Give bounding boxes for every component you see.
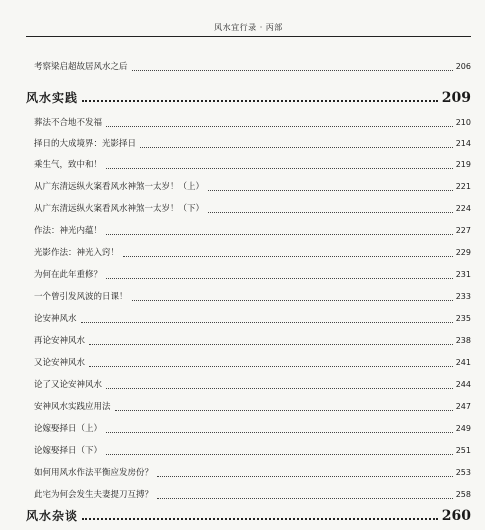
dot-leader (132, 69, 453, 71)
section-heading (26, 506, 471, 524)
toc-entry-title: 葬法不合地不发福 (34, 118, 103, 128)
toc-entry (34, 356, 471, 370)
dot-leader (106, 167, 453, 169)
toc-entry-title: 论安神风水 (34, 314, 77, 324)
toc-entry-page: 251 (455, 446, 471, 455)
toc-entry-page: 214 (455, 139, 471, 148)
toc-entry (34, 444, 471, 458)
dot-leader (106, 431, 453, 433)
toc-entry-page: 233 (455, 292, 471, 301)
toc-entry-title: 择日的大成境界：光影择日 (34, 139, 137, 149)
toc-entry-page: 227 (455, 226, 471, 235)
dot-leader (89, 365, 453, 367)
toc-entry (34, 116, 471, 130)
toc-entry (34, 466, 471, 480)
toc-entry (34, 60, 471, 74)
dot-leader (157, 475, 453, 477)
toc-entry-title: 从广东清远纵火案看风水神煞一太岁！（下） (34, 204, 205, 214)
dot-leader (81, 321, 453, 323)
toc-entry (34, 378, 471, 392)
toc-entry (34, 224, 471, 238)
toc-entry-page: 244 (455, 380, 471, 389)
dot-leader (140, 146, 453, 148)
dot-leader (123, 255, 453, 257)
toc-entry (34, 488, 471, 502)
toc-entry-title: 为何在此年重修？ (34, 270, 103, 280)
toc-entry (34, 158, 471, 172)
toc-entry-page: 219 (455, 160, 471, 169)
toc-entry-title: 如何用风水作法平衡应发房份？ (34, 468, 154, 478)
toc-entry-title: 又论安神风水 (34, 358, 86, 368)
dot-leader (82, 517, 438, 520)
toc-entry-title: 一个曾引发风波的日课！ (34, 292, 128, 302)
dot-leader (132, 299, 453, 301)
header-rule (26, 36, 471, 37)
dot-leader (89, 343, 453, 345)
toc-entry-page: 206 (455, 62, 471, 71)
dot-leader (157, 497, 453, 499)
toc-entry-title: 作法：神光内蕴！ (34, 226, 103, 236)
toc-entry-page: 247 (455, 402, 471, 411)
toc-entry (34, 312, 471, 326)
toc-entry-title: 论嫁娶择日（下） (34, 446, 103, 456)
toc-entry-page: 241 (455, 358, 471, 367)
running-header: 风水宜行录 · 丙部 (214, 23, 283, 32)
section-title: 风水实践 (26, 91, 79, 105)
section-page: 260 (441, 508, 471, 524)
dot-leader (106, 277, 453, 279)
section-page: 209 (441, 90, 471, 106)
dot-leader (106, 125, 453, 127)
dot-leader (106, 387, 453, 389)
toc-entry-title: 再论安神风水 (34, 336, 86, 346)
section-heading (26, 88, 471, 106)
toc-entry-title: 从广东清远纵火案看风水神煞一太岁！（上） (34, 182, 205, 192)
dot-leader (208, 211, 453, 213)
toc-entry (34, 202, 471, 216)
toc-entry-title: 光影作法：神光入窍！ (34, 248, 120, 258)
toc-entry-page: 258 (455, 490, 471, 499)
toc-entry-title: 安神风水实践应用法 (34, 402, 111, 412)
toc-entry-title: 乘生气，致中和！ (34, 160, 103, 170)
dot-leader (115, 409, 453, 411)
dot-leader (208, 189, 453, 191)
toc-entry (34, 268, 471, 282)
dot-leader (106, 453, 453, 455)
toc-entry (34, 246, 471, 260)
toc-entry-page: 224 (455, 204, 471, 213)
toc-entry-title: 论嫁娶择日（上） (34, 424, 103, 434)
toc-entry-page: 210 (455, 118, 471, 127)
dot-leader (106, 233, 453, 235)
toc-entry-page: 221 (455, 182, 471, 191)
toc-entry-page: 253 (455, 468, 471, 477)
toc-entry-page: 231 (455, 270, 471, 279)
toc-entry-page: 238 (455, 336, 471, 345)
toc-entry-title: 此宅为何会发生夫妻提刀互搏？ (34, 490, 154, 500)
toc-entry (34, 422, 471, 436)
toc-entry-page: 229 (455, 248, 471, 257)
toc-entry (34, 180, 471, 194)
toc-entry (34, 137, 471, 151)
toc-entry-title: 论了又论安神风水 (34, 380, 103, 390)
dot-leader (82, 99, 438, 102)
section-title: 风水杂谈 (26, 509, 79, 523)
toc-entry-title: 考察梁启超故居风水之后 (34, 62, 128, 72)
toc-entry (34, 290, 471, 304)
toc-entry-page: 235 (455, 314, 471, 323)
toc-entry (34, 334, 471, 348)
toc-entry (34, 400, 471, 414)
toc-entry-page: 249 (455, 424, 471, 433)
